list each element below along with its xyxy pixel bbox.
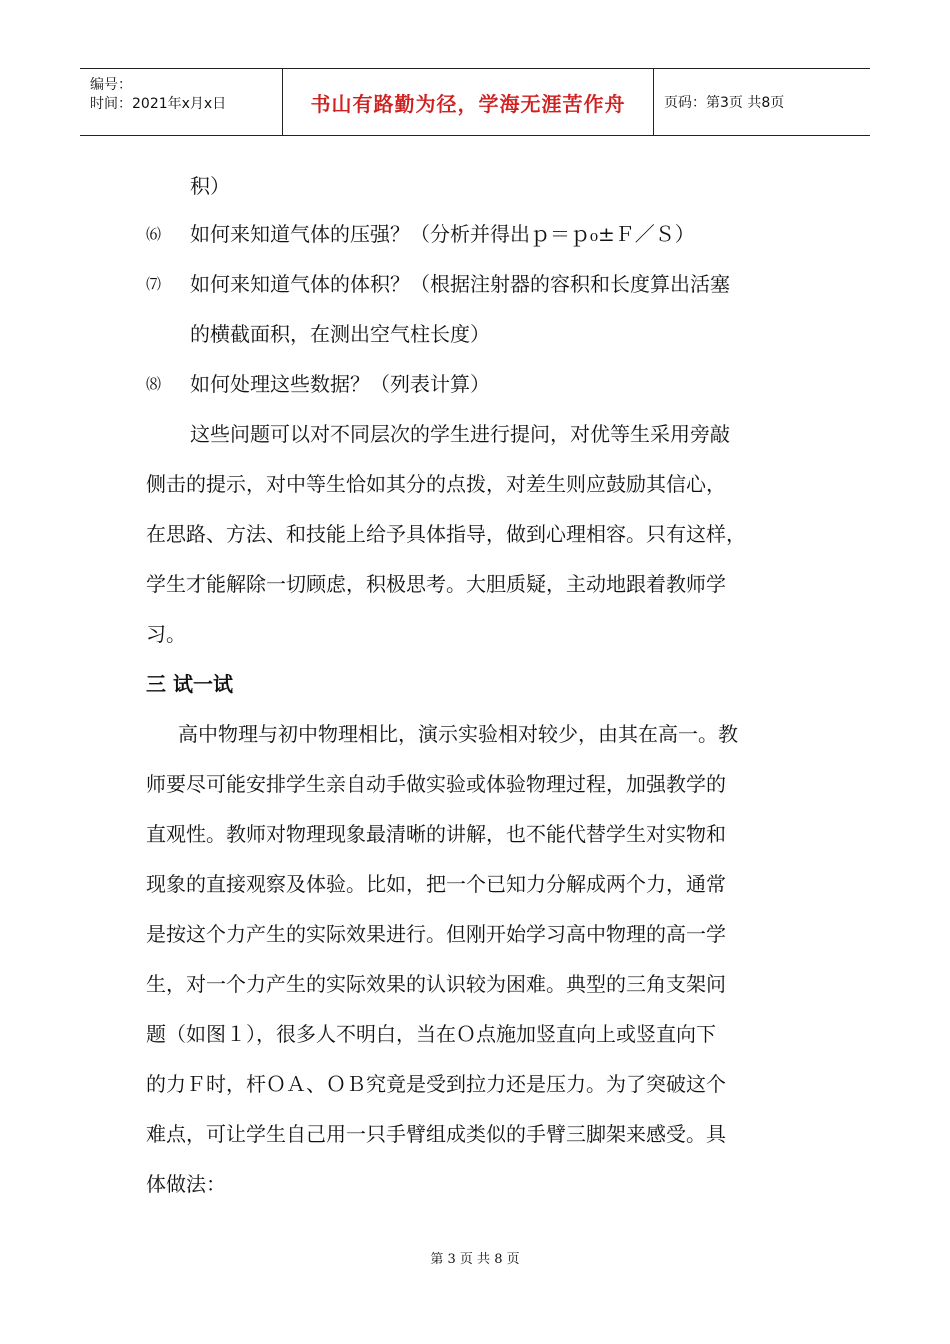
serial-label: 编号： bbox=[90, 77, 132, 93]
paragraph-2-line: 现象的直接观察及体验。比如，把一个已知力分解成两个力，通常 bbox=[146, 872, 726, 896]
page-header bbox=[80, 68, 870, 136]
continued-line: 积） bbox=[190, 174, 230, 198]
item-7-text-line-1: 如何来知道气体的体积？（根据注射器的容积和长度算出活塞 bbox=[190, 272, 730, 296]
item-6-number: ⑹ bbox=[146, 225, 162, 243]
header-motto bbox=[283, 69, 654, 135]
item-7-text-line-2: 的横截面积，在测出空气柱长度） bbox=[190, 322, 490, 346]
item-8-text: 如何处理这些数据？（列表计算） bbox=[190, 372, 490, 396]
page-info-text: 页码：第3页 共8页 bbox=[664, 95, 785, 111]
paragraph-2-line: 生，对一个力产生的实际效果的认识较为困难。典型的三角支架问 bbox=[146, 972, 726, 996]
time-label: 时间：2021年x月x日 bbox=[90, 96, 227, 112]
paragraph-2-line: 师要尽可能安排学生亲自动手做实验或体验物理过程，加强教学的 bbox=[146, 772, 726, 796]
paragraph-1-line: 在思路、方法、和技能上给予具体指导，做到心理相容。只有这样， bbox=[146, 522, 746, 546]
paragraph-2-line: 难点，可让学生自己用一只手臂组成类似的手臂三脚架来感受。具 bbox=[146, 1122, 726, 1146]
motto-text: 书山有路勤为径，学海无涯苦作舟 bbox=[310, 91, 626, 116]
paragraph-1-line: 侧击的提示，对中等生恰如其分的点拨，对差生则应鼓励其信心， bbox=[146, 472, 726, 496]
paragraph-2-line: 题（如图１），很多人不明白，当在Ｏ点施加竖直向上或竖直向下 bbox=[146, 1022, 716, 1046]
item-7-number: ⑺ bbox=[146, 275, 162, 293]
item-6-text: 如何来知道气体的压强？（分析并得出ｐ＝ｐ₀±Ｆ／Ｓ） bbox=[190, 222, 695, 246]
paragraph-1-line: 学生才能解除一切顾虑，积极思考。大胆质疑，主动地跟着教师学 bbox=[146, 572, 726, 596]
item-8-number: ⑻ bbox=[146, 375, 162, 393]
section-3-heading: 三 试一试 bbox=[146, 672, 233, 696]
paragraph-2-line: 的力Ｆ时，杆ＯＡ、ＯＢ究竟是受到拉力还是压力。为了突破这个 bbox=[146, 1072, 726, 1096]
paragraph-1-line: 这些问题可以对不同层次的学生进行提问，对优等生采用旁敲 bbox=[190, 422, 730, 446]
header-meta bbox=[80, 69, 283, 135]
paragraph-2-line: 体做法： bbox=[146, 1172, 226, 1196]
paragraph-2-line: 高中物理与初中物理相比，演示实验相对较少，由其在高一。教 bbox=[178, 722, 738, 746]
page-footer: 第 3 页 共 8 页 bbox=[430, 1252, 520, 1267]
paragraph-2-line: 是按这个力产生的实际效果进行。但刚开始学习高中物理的高一学 bbox=[146, 922, 726, 946]
header-page-info bbox=[654, 69, 870, 135]
paragraph-1-line: 习。 bbox=[146, 622, 186, 646]
paragraph-2-line: 直观性。教师对物理现象最清晰的讲解，也不能代替学生对实物和 bbox=[146, 822, 726, 846]
